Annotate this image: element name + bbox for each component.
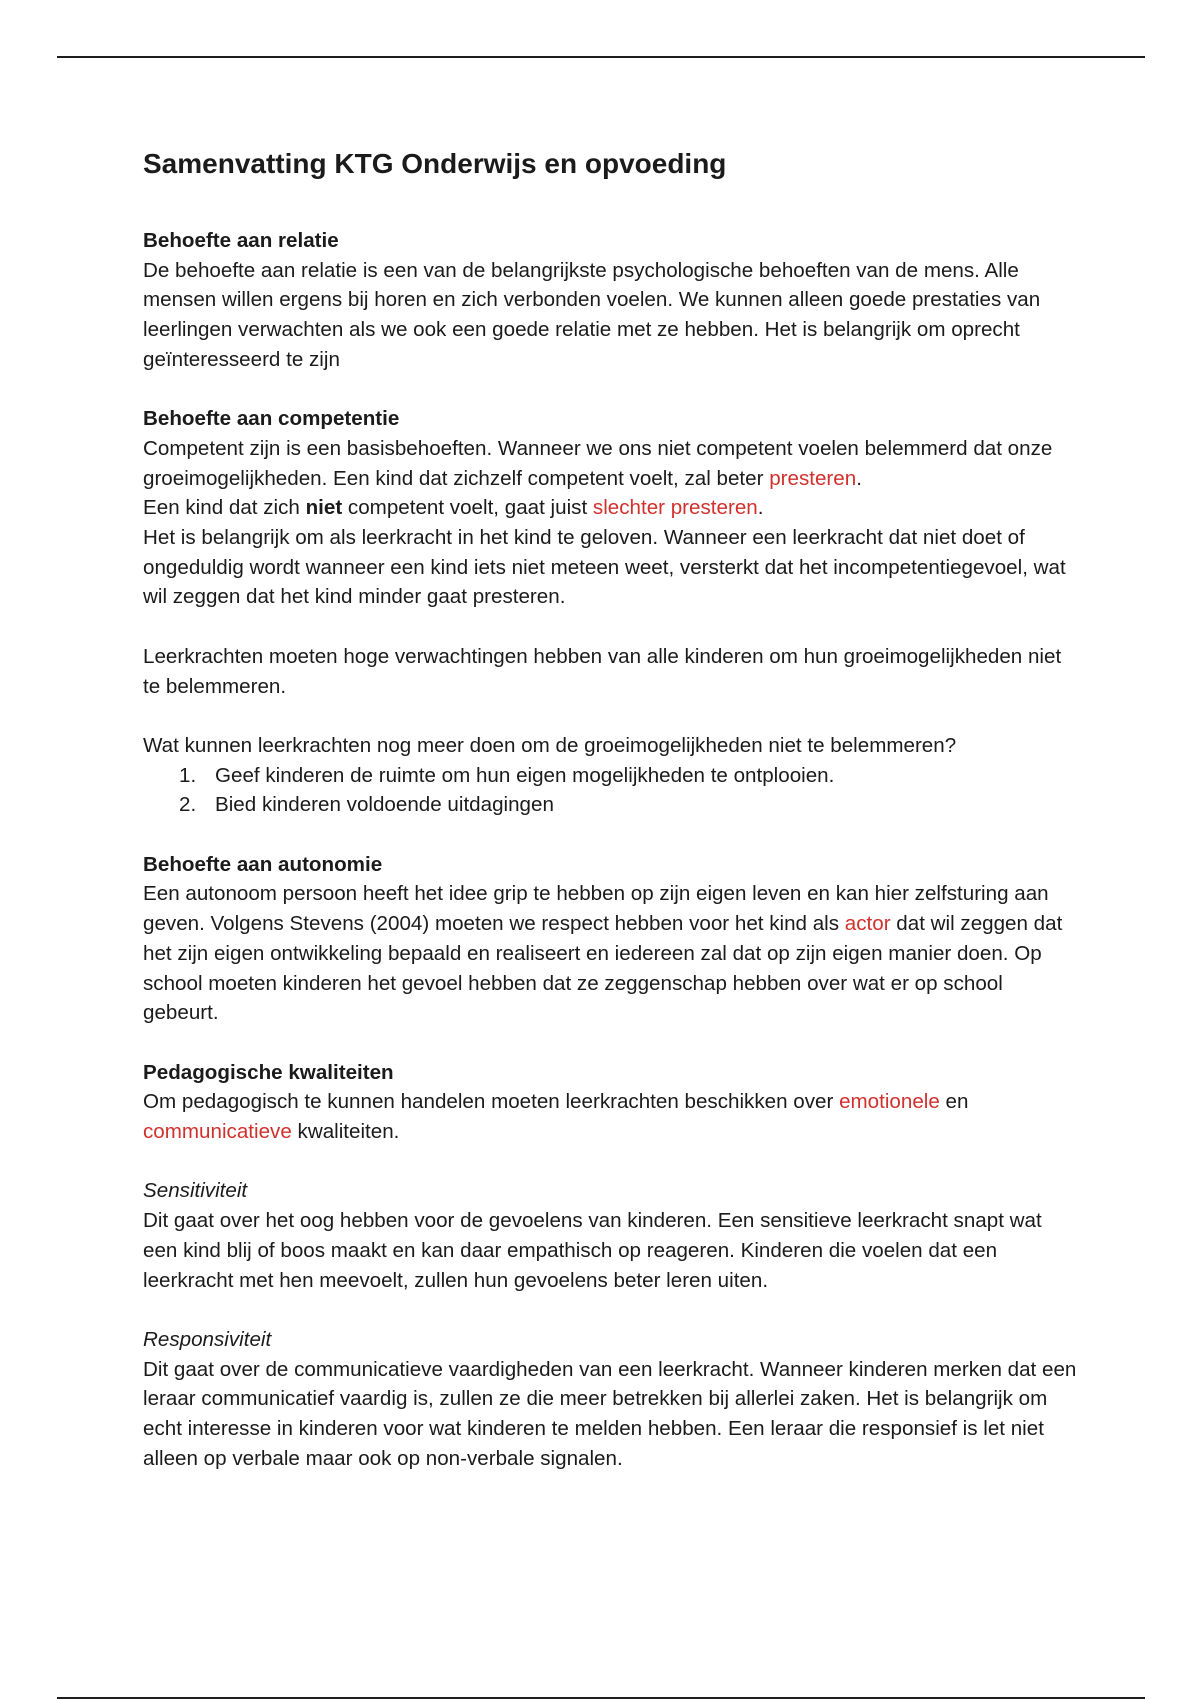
- numbered-list: [143, 761, 1078, 820]
- document-title: Samenvatting KTG Onderwijs en opvoeding: [143, 148, 727, 179]
- paragraph-competentie-4: Leerkrachten moeten hoge verwachtingen hebben van alle kinderen om hun groeimogelijkheden niet te belemmeren.: [143, 644, 1062, 698]
- header-rule: [57, 56, 1145, 58]
- list-item-text: Geef kinderen de ruimte om hun eigen mogelijkheden te ontplooien.: [215, 763, 835, 787]
- list-number: 1.: [179, 763, 197, 787]
- list-item: [143, 790, 1078, 820]
- paragraph-competentie-3: Het is belangrijk om als leerkracht in het kind te geloven. Wanneer een leerkracht dat niet doet of ongeduldig wordt wanneer een kind iets niet meteen weet, versterkt dat het incompetentiegevoel, wat wil zeggen dat het kind minder gaat presteren.: [143, 526, 1066, 609]
- text-run: Om pedagogisch te kunnen handelen moeten leerkrachten beschikken over: [143, 1090, 840, 1114]
- spacer: [143, 375, 1078, 405]
- spacer: [143, 820, 1078, 850]
- paragraph-autonomie: [143, 879, 1078, 1028]
- list-item-text: Bied kinderen voldoende uitdagingen: [215, 793, 554, 817]
- text-run: .: [757, 496, 764, 520]
- section-heading-competentie: Behoefte aan competentie: [143, 407, 400, 431]
- paragraph-relatie: De behoefte aan relatie is een van de belangrijkste psychologische behoeften van de mens. Alle mensen willen ergens bij horen en zich verbonden voelen. We kunnen alleen goede prestaties van leerlingen verwachten als we ook een goede relatie met ze hebben. Het is belangrijk om oprecht geïnteresseerd te zijn: [143, 258, 1041, 371]
- spacer: [143, 1295, 1078, 1325]
- spacer: [143, 1028, 1078, 1058]
- paragraph-competentie-2: [143, 493, 1078, 523]
- text-run: .: [856, 466, 862, 490]
- section-heading-autonomie: Behoefte aan autonomie: [143, 852, 383, 876]
- text-run: Een kind dat zich: [143, 496, 306, 520]
- text-run: competent voelt, gaat juist: [342, 496, 593, 520]
- text-run: en: [939, 1090, 969, 1114]
- section-heading-pedagogisch: Pedagogische kwaliteiten: [143, 1060, 394, 1084]
- list-number: 2.: [179, 793, 197, 817]
- spacer: [143, 1147, 1078, 1177]
- emphasis-niet: niet: [305, 496, 343, 520]
- section-pedagogisch: [143, 1058, 1078, 1147]
- sub-heading-responsiviteit: Responsiviteit: [143, 1327, 272, 1351]
- text-run: Een autonoom persoon heeft het idee grip te hebben op zijn eigen leven en kan hier zelfsturing aan geven. Volgens Stevens (2004) moeten we respect hebben voor het kind als: [143, 882, 1049, 936]
- highlight-slechter-presteren: slechter presteren: [592, 496, 758, 520]
- section-responsiviteit: [143, 1325, 1078, 1474]
- section-sensitiviteit: [143, 1176, 1078, 1295]
- spacer: [143, 612, 1078, 642]
- text-run: Competent zijn is een basisbehoeften. Wanneer we ons niet competent voelen belemmerd dat onze groeimogelijkheden. Een kind dat zichzelf competent voelt, zal beter: [143, 436, 1053, 490]
- document-body: [143, 140, 1078, 1473]
- sub-heading-sensitiviteit: Sensitiviteit: [143, 1179, 248, 1203]
- list-item: [143, 761, 1078, 791]
- paragraph-pedagogisch: [143, 1087, 1078, 1146]
- section-competentie: [143, 404, 1078, 820]
- highlight-actor: actor: [844, 912, 891, 936]
- text-run: dat wil zeggen dat het zijn eigen ontwikkeling bepaald en realiseert en iedereen zal dat op zijn eigen manier doen. Op school moeten kinderen het gevoel hebben dat ze zeggenschap hebben over wat er op school gebeurt.: [143, 912, 1063, 1025]
- paragraph-sensitiviteit: Dit gaat over het oog hebben voor de gevoelens van kinderen. Een sensitieve leerkracht snapt wat een kind blij of boos maakt en kan daar empathisch op reageren. Kinderen die voelen dat een leerkracht met hen meevoelt, zullen hun gevoelens beter leren uiten.: [143, 1209, 1042, 1292]
- highlight-presteren: presteren: [769, 466, 857, 490]
- paragraph-competentie-1: [143, 434, 1078, 493]
- spacer: [143, 701, 1078, 731]
- highlight-communicatieve: communicatieve: [143, 1120, 292, 1144]
- section-relatie: [143, 226, 1078, 375]
- paragraph-competentie-5: Wat kunnen leerkrachten nog meer doen om de groeimogelijkheden niet te belemmeren?: [143, 733, 957, 757]
- paragraph-responsiviteit: Dit gaat over de communicatieve vaardigheden van een leerkracht. Wanneer kinderen merken dat een leraar communicatief vaardig is, zullen ze die meer betrekken bij allerlei zaken. Het is belangrijk om echt interesse in kinderen voor wat kinderen te melden hebben. Een leraar die responsief is let niet alleen op verbale maar ook op non-verbale signalen.: [143, 1357, 1077, 1470]
- text-run: kwaliteiten.: [291, 1120, 400, 1144]
- section-autonomie: [143, 850, 1078, 1028]
- section-heading-relatie: Behoefte aan relatie: [143, 229, 339, 252]
- footer-rule: [57, 1697, 1145, 1699]
- highlight-emotionele: emotionele: [839, 1090, 940, 1114]
